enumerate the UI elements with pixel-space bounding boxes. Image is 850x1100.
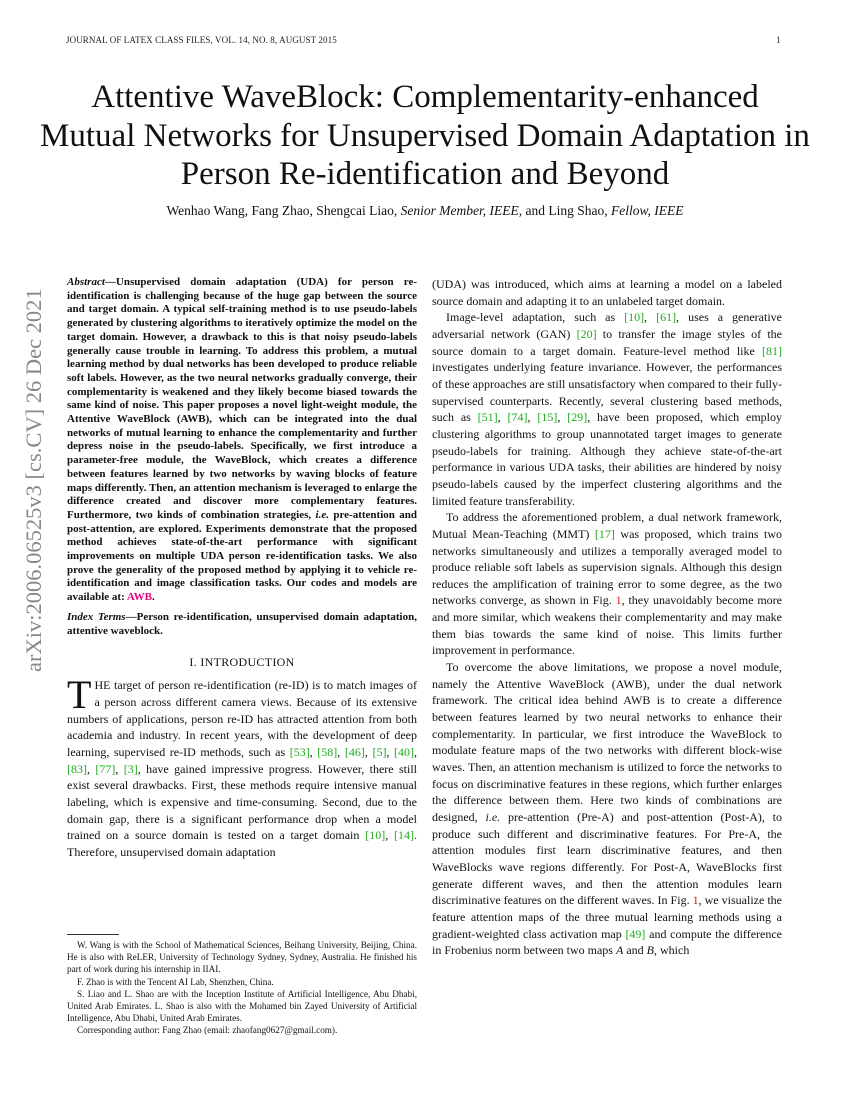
intro-paragraph [432,509,782,659]
citation-link[interactable]: [74] [507,410,528,425]
figure-link[interactable]: 1 [615,593,622,608]
abstract-label: Abstract [67,276,105,288]
citation-link[interactable]: [40] [394,744,415,759]
citation-link[interactable]: [51] [477,410,498,425]
intro-paragraph: Image-level adaptation, such as [10], [61], uses a generative adversarial network (GAN) [20] to transfer the image styles of the source domain to a target domain. Feature-level method like [81] investigates underlying feature invariance. However, the performances of these approaches are still unsatisfactory when compared to their fully-supervised counterparts. Recently, several clustering based methods, such as [51], [74], [15], [29], have been proposed, which employ clustering algorithms to group unannotated target images to generate pseudo-labels for training. Although they achieve state-of-the-art performance in various UDA tasks, their abilities are hindered by noisy pseudo-labels caused by the imperfect clustering algorithms and the limited feature transferability. [432,310,783,508]
citation-link[interactable]: [10] [365,828,386,843]
text-run: , which [654,943,690,958]
intro-paragraph: THE target of person re-identification (re-ID) is to match images of a person across different camera views. Because of its extensive numbers of applications, person re-ID has attracted attention from both academia and industry. In recent years, with the development of deep learning, supervised re-ID methods, such as [53], [58], [46], [5], [40], [83], [77], [3], have gained impressive progress. However, there still exist several drawbacks. First, these methods require intensive manual labeling, which is expensive and time-consuming. Second, due to the domain gap, there is a significant performance drop when a model trained on a source domain is tested on a target domain [10], [14]. Therefore, unsupervised domain adaptation [67,672,418,859]
citation-link[interactable]: [10] [624,310,645,325]
text-run: Image-level adaptation, such as [446,310,625,325]
author-line [40,203,810,219]
index-terms-label: Index Terms [67,610,126,623]
text-run: To address the aforementioned problem, a dual network framework, Mutual Mean-Teaching (MMT) [432,510,782,541]
text-run: and [623,943,647,958]
drop-cap-rest: HE [94,678,111,693]
citation-link[interactable]: [3] [123,761,138,776]
page-number: 1 [776,35,781,45]
section-title-rest: NTRODUCTION [204,655,295,670]
drop-cap: T [67,672,92,718]
index-terms-text: —Person re-identification, unsupervised domain adaptation, attentive waveblock. [67,610,417,637]
footnote-affiliation: F. Zhao is with the Tencent AI Lab, Shenzhen, China. [77,976,274,987]
text-run: to transfer the image styles of the source domain to a target domain. Feature-level method like [432,326,782,358]
citation-link[interactable]: [77] [95,761,116,776]
abstract-ie: i.e. [315,508,329,521]
left-column [67,276,417,861]
citation-link[interactable]: [17] [594,526,615,541]
citation-link[interactable]: [81] [762,343,782,358]
section-heading [67,655,417,670]
paper-title: Attentive WaveBlock: Complementarity-enhanced Mutual Networks for Unsupervised Domain Adaptation in Person Re-identification and Beyond [40,79,810,192]
running-header: JOURNAL OF LATEX CLASS FILES, VOL. 14, NO. 8, AUGUST 2015 [66,35,337,45]
figure-link[interactable]: 1 [692,893,699,908]
code-link[interactable]: AWB [126,591,152,604]
section-number: I. [189,655,198,670]
text-run: , have gained impressive progress. However, there still exist several drawbacks. First, these methods require intensive manual labeling, which is expensive and time-consuming. Second, due to the domain gap, there is a significant performance drop when a model trained on a source domain is tested on a target domain [67,761,417,843]
text-run: , we visualize the feature attention maps of the three mutual learning methods using a gradient-weighted class activation map [432,893,782,941]
arxiv-stamp [21,262,47,672]
citation-link[interactable]: [15] [537,410,558,425]
citation-link[interactable]: [46] [344,744,365,759]
text-run: and compute the difference in Frobenius norm between two maps [432,926,782,958]
text-run: was proposed, which trains two networks simultaneously and utilizes a temporally averaged model to produce reliable soft labels as supervision signals. Although this design reduces the amplification of training error to some degree, as the two networks converge, as shown in Fig. [432,526,783,608]
arxiv-stamp-text: arXiv:2006.06525v3 [cs.CV] 26 Dec 2021 [21,288,46,672]
citation-link[interactable]: [49] [625,926,646,941]
citation-link[interactable]: [29] [567,410,588,425]
intro-paragraph [432,659,782,959]
author-names: and Ling Shao, [522,203,611,218]
abstract-text-2: pre-attention and post-attention, are explored. Experiments demonstrate that the proposed method achieves state-of-the-art performance with significant improvements on multiple UDA person re-identification tasks. We also prove the generality of the proposed method by applying it to vehicle re-identification and image classification tasks. Our codes and models are available at: [67,508,417,604]
right-column [432,276,782,959]
citation-link[interactable]: [14] [394,828,415,843]
abstract [67,276,417,605]
text-run: target of person re-identification (re-ID) is to match images of a person across different camera views. Because of its extensive numbers of applications, person re-ID has attracted attention from both academia and industry. In recent years, with the development of deep learning, supervised re-ID methods, such as [67,678,417,759]
author-role: Fellow, IEEE [611,203,684,218]
footnote-rule [67,934,119,935]
text-run: investigates underlying feature invariance. However, the performances of these approaches are still unsatisfactory when compared to their fully-supervised counterparts. Recently, several clustering based methods, such as [432,360,782,425]
text-run: , uses a generative adversarial network (GAN) [432,310,782,341]
intro-paragraph: (UDA) was introduced, which aims at learning a model on a labeled source domain and adapting it to an unlabeled target domain. [432,277,782,308]
abstract-text: —Unsupervised domain adaptation (UDA) for person re-identification is challenging because of the huge gap between the source and target domain. A typical self-training method is to use pseudo-labels generated by clustering algorithms to iteratively optimize the model on the target domain. However, a drawback to this is that noisy pseudo-labels generally cause trouble in learning. To address this problem, a mutual learning method by dual networks has been developed to produce reliable soft labels. However, as the two neural networks gradually converge, their complementarity is weakened and they likely become biased towards the same kind of noise. This paper proposes a novel light-weight module, the Attentive WaveBlock (AWB), which can be integrated into the dual networks of mutual learning to enhance the complementarity and further depress noise in the pseudo-labels. Specifically, we first introduce a parameter-free module, the WaveBlock, which creates a difference between features learned by two networks by waving blocks of feature maps differently. Then, an attention mechanism is leveraged to enlarge the difference created and discover more complementary features. Furthermore, two kinds of combination strategies, [67,276,417,521]
footnote-corresponding: Corresponding author: Fang Zhao (email: zhaofang0627@gmail.com). [77,1025,338,1036]
citation-link[interactable]: [83] [67,761,87,776]
author-names: Wenhao Wang, Fang Zhao, Shengcai Liao, [166,203,401,218]
citation-link[interactable]: [58] [317,744,338,759]
ie-italic: i.e. [485,810,501,824]
footnotes [67,939,417,1037]
footnote-affiliation: W. Wang is with the School of Mathematical Sciences, Beihang University, Beijing, China. He is also with ReLER, University of Technology Sydney, Sydney, Australia. He finished his part of work during his internship in IIAI. [67,940,417,975]
abstract-end: . [151,591,155,604]
text-run: . Therefore, unsupervised domain adaptation [67,828,418,859]
text-run: , they unavoidably become more and more similar, which weakens their complementarity and may make them bias towards the same kind of noise. This limits further improvement in performance. [432,593,782,658]
citation-link[interactable]: [20] [576,326,597,341]
math-var-a: A [615,943,624,958]
section-title-initial: I [200,655,205,670]
math-var-b: B [646,943,654,958]
citation-link[interactable]: [53] [289,744,310,759]
text-run: To overcome the above limitations, we propose a novel module, namely the Attentive WaveBlock (AWB), under the dual network framework. The critical idea behind AWB is to create a difference between features learned by two neural networks to enhance their complementarity. In particular, we first introduce the WaveBlock to modulate feature maps of the two networks with different block-wise waves. Then, an attention mechanism is utilized to force the networks to focus on discriminative features in these regions, which further enlarges the difference between them. Here two kinds of combinations are designed, [432,660,782,824]
author-role: Senior Member, IEEE, [400,203,523,218]
text-run: , have been proposed, which employ clustering algorithms to group unannotated target images to generate pseudo-labels for training. Although they achieve state-of-the-art performance in various UDA tasks, their abilities are hindered by noisy pseudo-labels caused by the imperfect clustering algorithms and the limited feature transferability. [432,410,783,508]
citation-link[interactable]: [61] [656,310,677,325]
citation-link[interactable]: [5] [372,744,387,759]
text-run: pre-attention (Pre-A) and post-attention (Post-A), to produce such different and discriminative features. For Pre-A, the attention modules first learn discriminative features, and then WaveBlocks wave regions differently. For Post-A, WaveBlocks first generate different waves, and then the attention modules learn discriminative features on the different waves. In Fig. [432,810,783,908]
index-terms [67,611,417,638]
footnote-affiliation: S. Liao and L. Shao are with the Inception Institute of Artificial Intelligence, Abu Dhabi, United Arab Emirates. L. Shao is also with the Mohamed bin Zayed University of Artificial Intelligence, Abu Dhabi, United Arab Emirates. [67,988,417,1024]
